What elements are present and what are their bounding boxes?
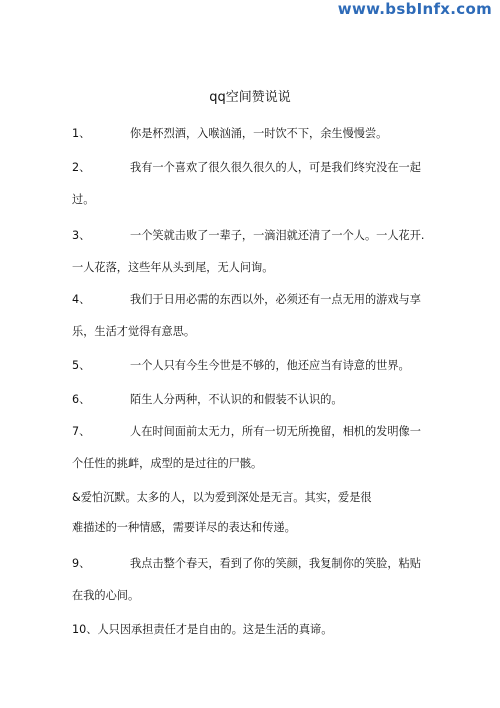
item-text: 一个人只有今生今世是不够的，他还应当有诗意的世界。 [130, 359, 410, 372]
item-text: 你是杯烈酒，入喉汹涌，一时饮不下，余生慢慢尝。 [130, 127, 388, 140]
list-item-1 [72, 127, 387, 141]
list-item-5 [72, 359, 410, 373]
list-item-2 [72, 161, 421, 175]
list-item-6 [72, 393, 343, 407]
item-number: 5、 [72, 359, 91, 372]
item-number: 3、 [72, 229, 91, 242]
item-text: 我们于日用必需的东西以外，必须还有一点无用的游戏与享 [130, 293, 421, 306]
list-item-9 [72, 557, 421, 571]
list-item-10 [72, 623, 332, 637]
item-text: 人在时间面前太无力，所有一切无所挽留，相机的发明像一 [130, 425, 421, 438]
item-text: &爱怕沉默。太多的人，以为爱到深处是无言。其实，爱是很 [72, 491, 372, 504]
page-title: qq空间赞说说 [209, 90, 291, 105]
list-item-3-continuation: 一人花落，这些年从头到尾，无人问询。 [72, 261, 274, 274]
item-text: 人只因承担责任才是自由的。这是生活的真谛。 [97, 623, 333, 636]
list-item-8 [72, 491, 372, 505]
list-item-7 [72, 425, 421, 439]
item-number: 9、 [72, 557, 91, 570]
list-item-3 [72, 229, 424, 243]
item-text: 陌生人分两种，不认识的和假装不认识的。 [130, 393, 343, 406]
list-item-2-continuation: 过。 [72, 193, 95, 206]
item-number: 10、 [72, 623, 98, 636]
list-item-9-continuation: 在我的心间。 [72, 589, 140, 602]
list-item-4-continuation: 乐，生活才觉得有意思。 [72, 325, 196, 338]
list-item-7-continuation: 个任性的挑衅，成型的是过往的尸骸。 [72, 457, 263, 470]
list-item-8-continuation: 难描述的一种情感，需要详尽的表达和传递。 [72, 521, 296, 534]
item-number: 6、 [72, 393, 91, 406]
watermark-text: www.bsbInfx.com [337, 0, 492, 18]
item-text: 我点击整个春天，看到了你的笑颜，我复制你的笑脸，粘贴 [130, 557, 421, 570]
list-item-4 [72, 293, 421, 307]
item-text: 一个笑就击败了一辈子，一滴泪就还清了一个人。一人花开. [130, 229, 425, 242]
item-number: 2、 [72, 161, 91, 174]
item-number: 4、 [72, 293, 91, 306]
item-number: 7、 [72, 425, 91, 438]
item-number: 1、 [72, 127, 91, 140]
item-text: 我有一个喜欢了很久很久很久的人，可是我们终究没在一起 [130, 161, 421, 174]
